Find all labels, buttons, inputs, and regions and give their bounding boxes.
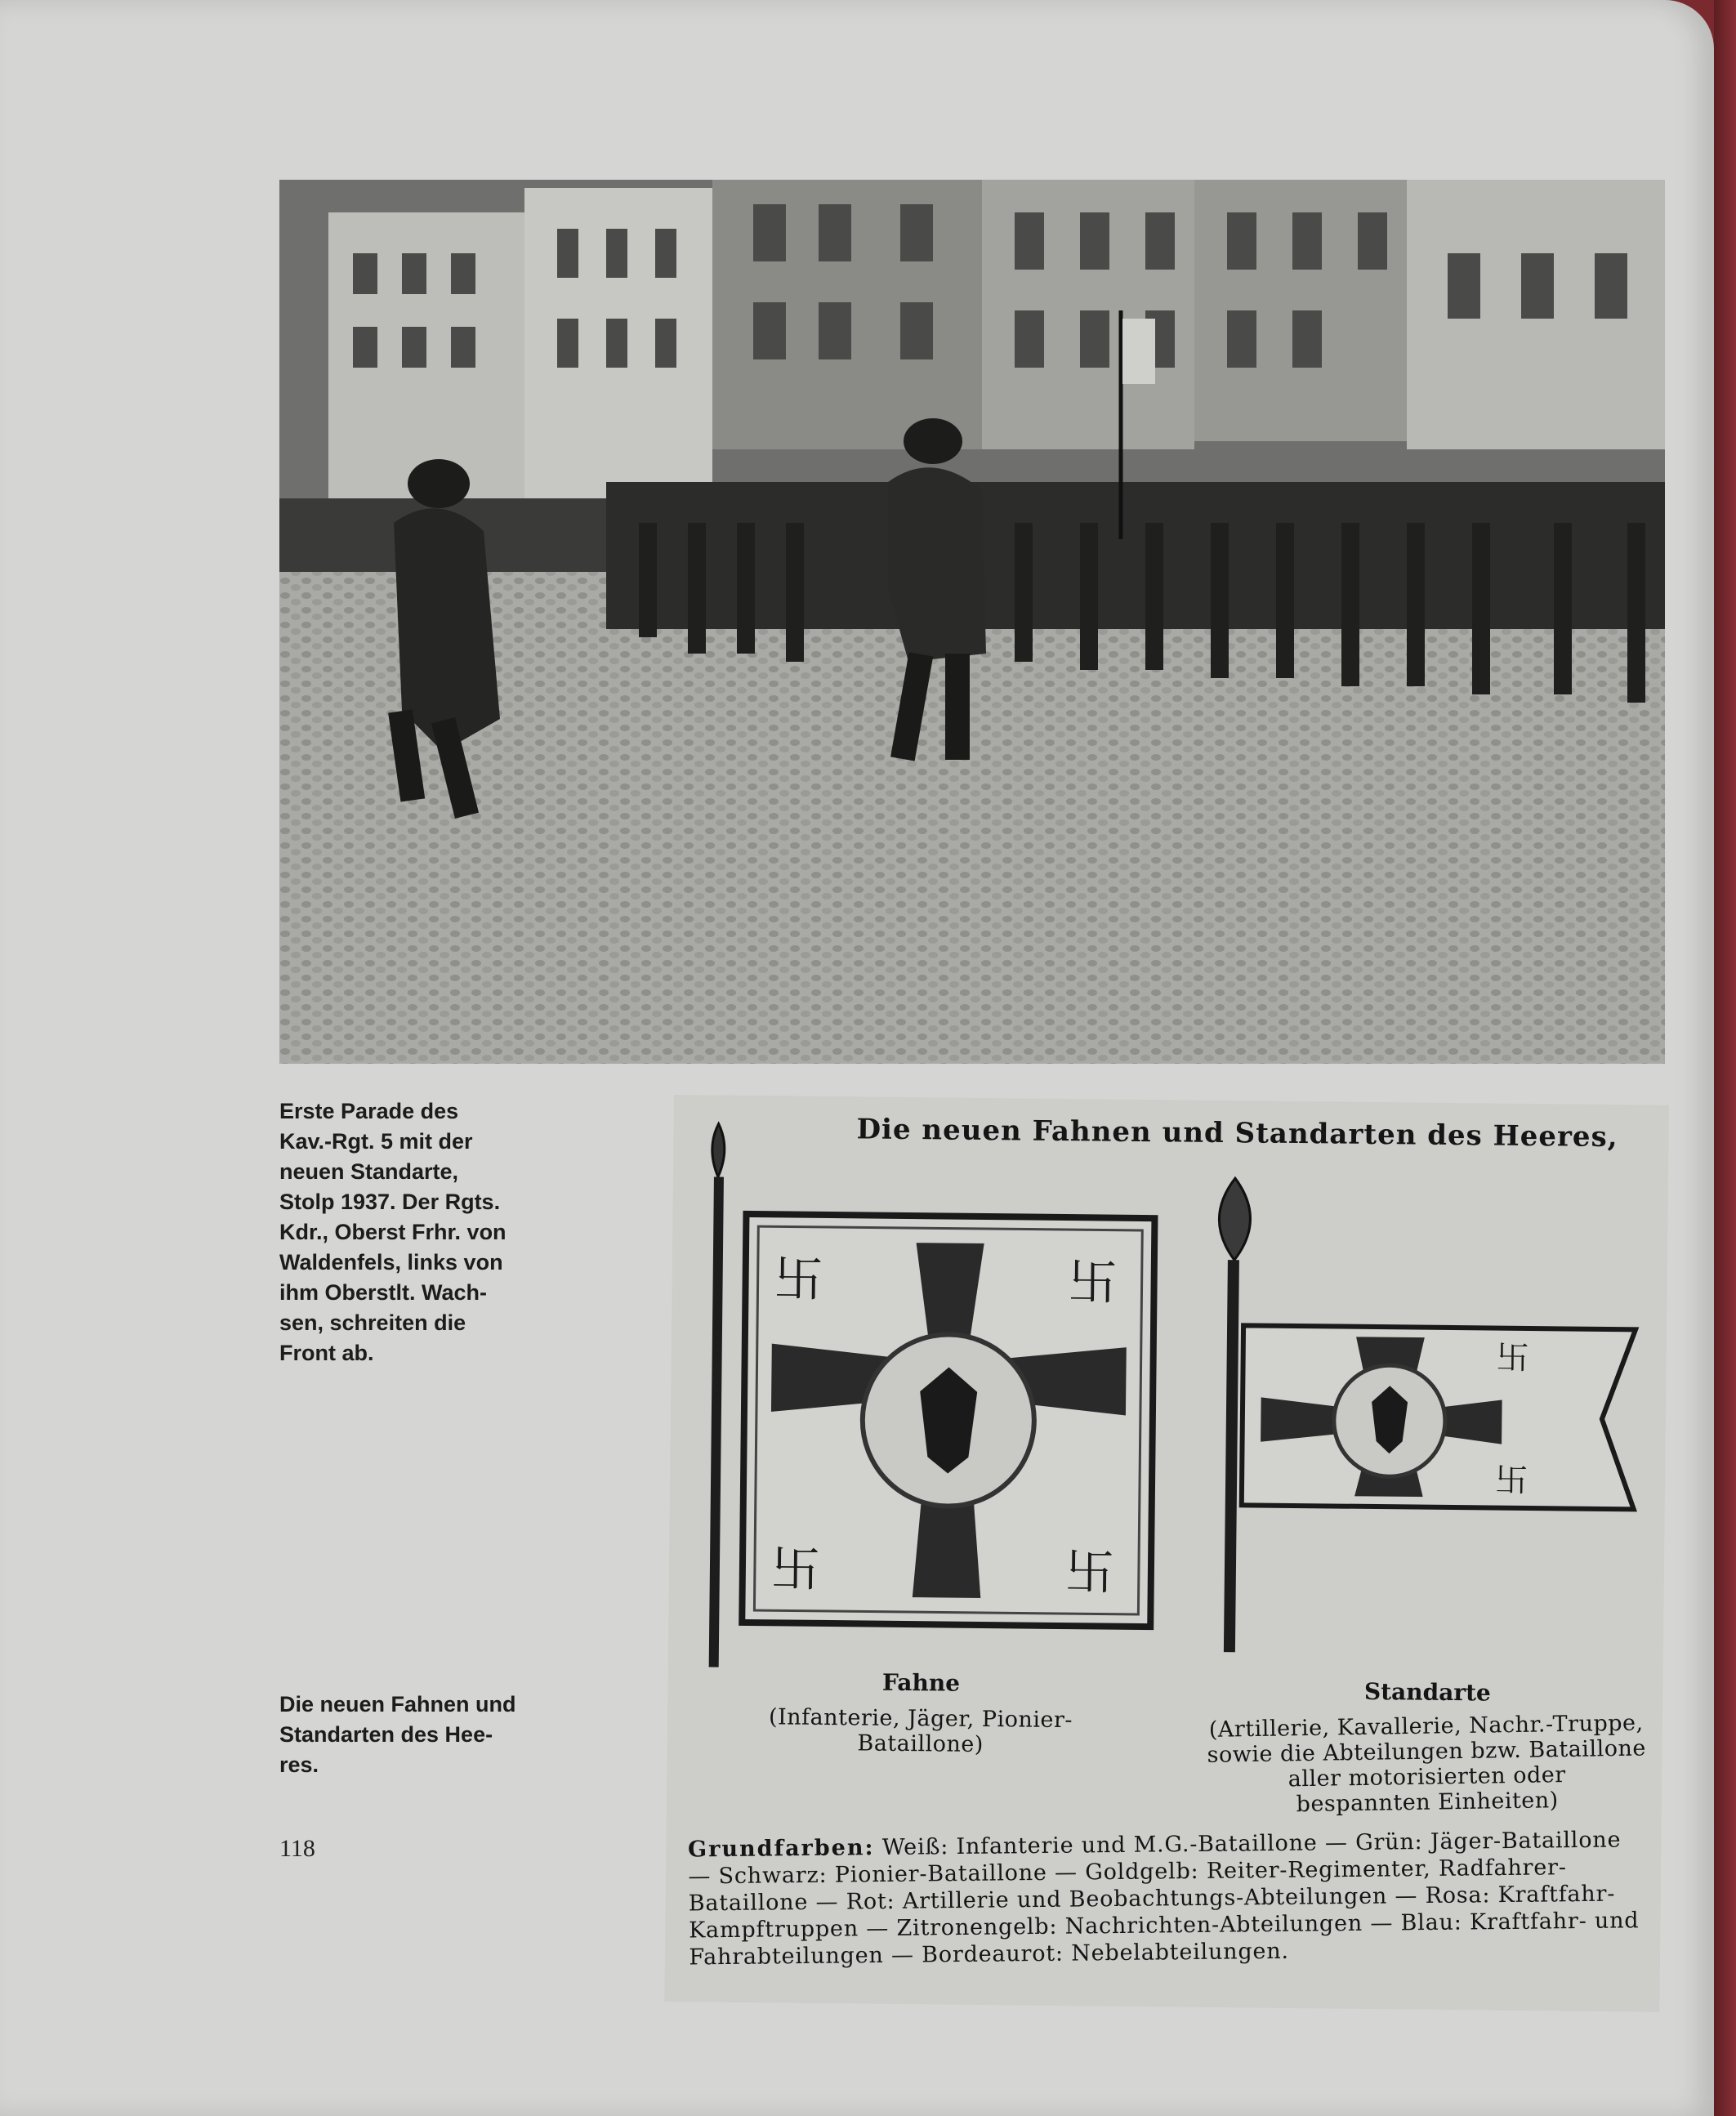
photo-caption: Erste Parade des Kav.-Rgt. 5 mit der neuen Standarte, Stolp 1937. Der Rgts. Kdr., Oberst Frhr. von Waldenfels, links von ihm Oberstlt. Wach- sen, schreiten die Front ab. (279, 1099, 507, 1365)
svg-text:卐: 卐 (770, 1541, 821, 1599)
insert-title: Die neuen Fahnen und Standarten des Heeres, (856, 1113, 1618, 1154)
basic-colors-paragraph (688, 1826, 1645, 1971)
svg-text:卐: 卐 (774, 1251, 824, 1309)
colors-text: Weiß: Infanterie und M.G.-Bataillone — Grün: Jäger-Bataillone — Schwarz: Pionier-Bataillone — Goldgelb: Reiter-Regimenter, Radfahrer-Bataillone — Rot: Artillerie und Beobachtungs-Abteilungen — Rosa: Kraftfahr-Kampftruppen — Zitronengelb: Nachrichten-Abteilungen — Blau: Kraftfahr- und Fahrabteilungen — Bordeaurot: Nebelabteilungen. (688, 1827, 1640, 1971)
standarte-description: (Artillerie, Kavallerie, Nachr.-Truppe, sowie die Abteilungen bzw. Bataillone aller motorisierten oder bespannten Einheiten) (1207, 1710, 1647, 1818)
page-number: 118 (279, 1835, 315, 1862)
fahne-label: Fahne (881, 1668, 961, 1697)
svg-text:卐: 卐 (1068, 1254, 1118, 1312)
svg-text:卐: 卐 (1496, 1339, 1529, 1377)
flags-document-insert (664, 1095, 1669, 2012)
colors-heading: Grundfarben: (687, 1835, 875, 1863)
svg-text:卐: 卐 (1494, 1462, 1528, 1500)
book-cover-edge (1714, 0, 1736, 2116)
flags-caption: Die neuen Fahnen und Standarten des Hee- res. (279, 1692, 516, 1777)
fahne-flag-illustration (696, 1111, 1159, 1688)
svg-text:卐: 卐 (1064, 1544, 1115, 1602)
standarte-label: Standarte (1363, 1677, 1491, 1707)
standarte-flag-illustration (1191, 1170, 1653, 1665)
parade-photo-image (279, 180, 1665, 1064)
fahne-description: (Infanterie, Jäger, Pionier- Bataillone) (768, 1704, 1073, 1758)
parade-photo (279, 180, 1665, 1064)
